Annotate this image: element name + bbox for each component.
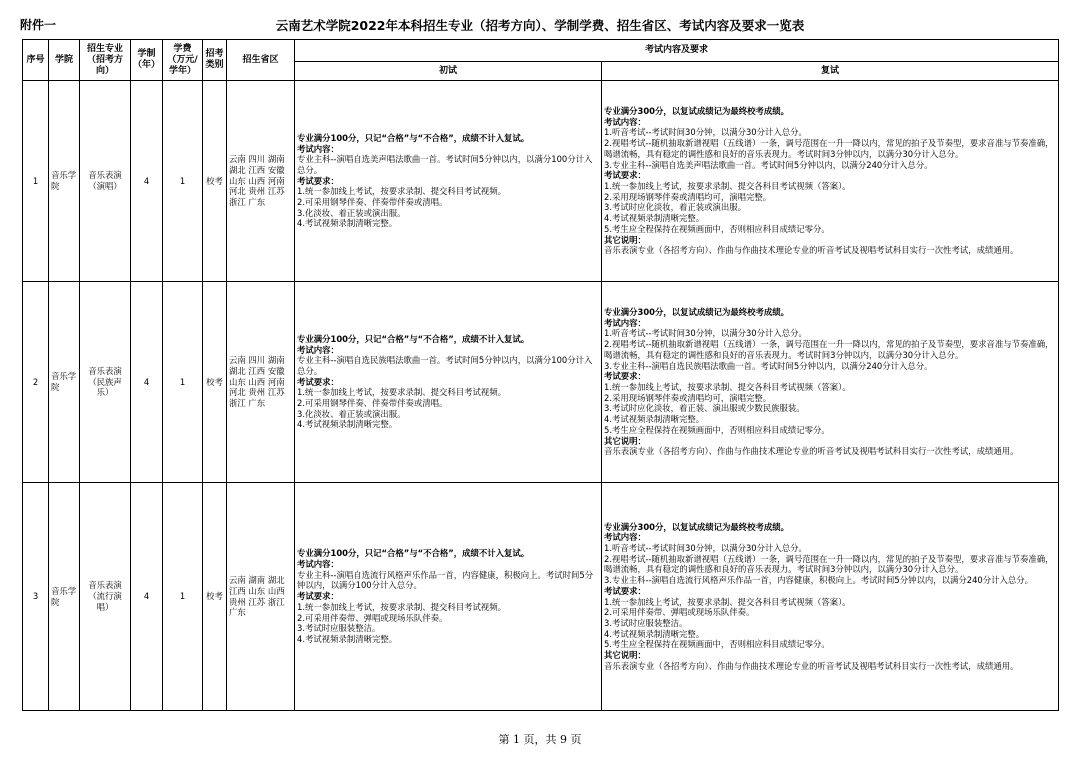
attachment-label: 附件一: [20, 18, 57, 32]
prelim-content: 专业主科--演唱自选民族唱法歌曲一首。考试时间5分钟以内，以满分100分计入总分。: [297, 355, 593, 376]
col-header-provinces: 招生省区: [227, 40, 295, 81]
retest-content-label: 考试内容：: [604, 532, 646, 543]
col-header-index: 序号: [23, 40, 49, 81]
col-header-exam: 考试内容及要求: [295, 40, 1059, 62]
row-prelim: [295, 483, 602, 711]
row-index: 2: [23, 282, 49, 483]
prelim-req: 3.化淡妆、着正装或演出服。: [297, 207, 406, 218]
row-years: 4: [131, 282, 163, 483]
retest-content-item: 3.专业主科--演唱自选流行风格声乐作品一首，内容健康，积极向上。考试时间5分钟以内，以满分240分计入总分。: [604, 575, 1033, 586]
prelim-content: 专业主科--演唱自选美声唱法歌曲一首。考试时间5分钟以内，以满分100分计入总分。: [297, 154, 593, 175]
retest-content-item: 2.视唱考试--随机抽取新谱视唱（五线谱）一条，调号范围在一升一降以内，常见的拍子及节奏型，要求音准与节奏准确，喝谱流畅，具有稳定的调性感和良好的音乐表现力。考试时间3分钟以内，以满分30分计入总分。: [604, 339, 1054, 360]
prelim-content-label: 考试内容：: [297, 143, 339, 154]
retest-req: 4.考试视频录制清晰完整。: [604, 628, 705, 639]
retest-summary: 专业满分300分，以复试成绩记为最终校考成绩。: [604, 307, 789, 318]
prelim-summary: 专业满分100分，只记“合格”与“不合格”，成绩不计入复试。: [297, 333, 530, 344]
col-header-years: 学制（年）: [131, 40, 163, 81]
retest-note: 音乐表演专业（各招考方向）、作曲与作曲技术理论专业的听音考试及视唱考试科目实行一次性考试，成绩通用。: [604, 660, 1019, 671]
retest-req: 2.可采用伴奏带、弹唱或现场乐队伴奏。: [604, 607, 755, 618]
retest-note-label: 其它说明：: [604, 650, 646, 661]
row-provinces: 云南 四川 湖南 湖北 江西 安徽 山东 山西 河南 河北 贵州 江苏 浙江 广东: [227, 81, 295, 282]
retest-content-label: 考试内容：: [604, 116, 646, 127]
prelim-req-label: 考试要求：: [297, 376, 339, 387]
header-row: [23, 40, 1059, 62]
retest-content-item: 2.视唱考试--随机抽取新谱视唱（五线谱）一条，调号范围在一升一降以内，常见的拍子及节奏型，要求音准与节奏准确，喝谱流畅，具有稳定的调性感和良好的音乐表现力。考试时间3分钟以内，以满分30分计入总分。: [604, 138, 1054, 159]
retest-req: 3.考试时应化淡妆，着正装、演出服或少数民族服装。: [604, 403, 805, 414]
row-school: 音乐学院: [49, 81, 80, 282]
retest-req: 2.采用现场钢琴伴奏或清唱均可，演唱完整。: [604, 191, 772, 202]
retest-req: 4.考试视频录制清晰完整。: [604, 414, 705, 425]
retest-req: 4.考试视频录制清晰完整。: [604, 213, 705, 224]
retest-content-item: 3.专业主科--演唱自选民族唱法歌曲一首。考试时间5分钟以内，以满分240分计入总分。: [604, 360, 933, 371]
retest-content-item: 1.听音考试--考试时间30分钟，以满分30分计入总分。: [604, 542, 807, 553]
retest-req: 5.考生应全程保持在视频画面中，否则相应科目成绩记零分。: [604, 639, 830, 650]
prelim-summary: 专业满分100分，只记“合格”与“不合格”，成绩不计入复试。: [297, 548, 530, 559]
retest-req: 2.采用现场钢琴伴奏或清唱均可，演唱完整。: [604, 392, 772, 403]
retest-note: 音乐表演专业（各招考方向）、作曲与作曲技术理论专业的听音考试及视唱考试科目实行一次性考试，成绩通用。: [604, 446, 1019, 457]
row-provinces: 云南 湖南 湖北 江西 山东 山西 贵州 江苏 浙江 广东: [227, 483, 295, 711]
prelim-content-label: 考试内容：: [297, 344, 339, 355]
page-number: 第 1 页，共 9 页: [498, 733, 582, 746]
row-index: 1: [23, 81, 49, 282]
table-body: [23, 81, 1059, 711]
col-header-major: 招生专业（招考方向）: [80, 40, 131, 81]
retest-req: 3.考试时应服装整洁。: [604, 617, 688, 628]
retest-content-label: 考试内容：: [604, 317, 646, 328]
table-row: [23, 81, 1059, 282]
col-header-school: 学院: [49, 40, 80, 81]
retest-req: 5.考生应全程保持在视频画面中，否则相应科目成绩记零分。: [604, 424, 830, 435]
row-fee: 1: [163, 81, 203, 282]
col-header-prelim: 初试: [295, 62, 602, 81]
col-header-retest: 复试: [602, 62, 1059, 81]
prelim-req: 1.统一参加线上考试，按要求录制、提交科目考试视频。: [297, 387, 506, 398]
row-retest: [602, 81, 1059, 282]
retest-note: 音乐表演专业（各招考方向）、作曲与作曲技术理论专业的听音考试及视唱考试科目实行一次性考试，成绩通用。: [604, 245, 1019, 256]
row-school: 音乐学院: [49, 282, 80, 483]
retest-req: 3.考试时应化淡妆，着正装或演出服。: [604, 202, 746, 213]
table-row: [23, 282, 1059, 483]
retest-req-label: 考试要求：: [604, 585, 646, 596]
row-major: 音乐表演（演唱）: [80, 81, 131, 282]
retest-note-label: 其它说明：: [604, 435, 646, 446]
prelim-req: 4.考试视频录制清晰完整。: [297, 633, 398, 644]
prelim-req: 2.可采用钢琴伴奏、伴奏带伴奏或清唱。: [297, 398, 448, 409]
retest-content-item: 2.视唱考试--随机抽取新谱视唱（五线谱）一条，调号范围在一升一降以内，常见的拍子及节奏型，要求音准与节奏准确，喝谱流畅，具有稳定的调性感和良好的音乐表现力。考试时间3分钟以内，以满分30分计入总分。: [604, 553, 1054, 575]
retest-summary: 专业满分300分，以复试成绩记为最终校考成绩。: [604, 521, 789, 532]
prelim-req: 1.统一参加线上考试，按要求录制、提交科目考试视频。: [297, 186, 506, 197]
prelim-req-label: 考试要求：: [297, 591, 339, 602]
prelim-req: 4.考试视频录制清晰完整。: [297, 218, 398, 229]
prelim-summary: 专业满分100分，只记“合格”与“不合格”，成绩不计入复试。: [297, 132, 530, 143]
prelim-content-label: 考试内容：: [297, 559, 339, 570]
row-school: 音乐学院: [49, 483, 80, 711]
row-years: 4: [131, 483, 163, 711]
row-major: 音乐表演（流行演唱）: [80, 483, 131, 711]
prelim-req: 3.考试时应服装整洁。: [297, 623, 381, 634]
row-category: 校考: [203, 81, 227, 282]
prelim-req: 2.可采用伴奏带、弹唱或现场乐队伴奏。: [297, 612, 448, 623]
prelim-req: 4.考试视频录制清晰完整。: [297, 419, 398, 430]
retest-content-item: 1.听音考试--考试时间30分钟，以满分30分计入总分。: [604, 328, 807, 339]
row-major: 音乐表演（民族声乐）: [80, 282, 131, 483]
retest-req-label: 考试要求：: [604, 170, 646, 181]
row-category: 校考: [203, 282, 227, 483]
retest-summary: 专业满分300分，以复试成绩记为最终校考成绩。: [604, 106, 789, 117]
prelim-req: 2.可采用钢琴伴奏、伴奏带伴奏或清唱。: [297, 197, 448, 208]
retest-req-label: 考试要求：: [604, 371, 646, 382]
prelim-req-label: 考试要求：: [297, 175, 339, 186]
col-header-category: 招考类别: [203, 40, 227, 81]
retest-content-item: 3.专业主科--演唱自选美声唱法歌曲一首。考试时间5分钟以内，以满分240分计入总分。: [604, 159, 933, 170]
row-fee: 1: [163, 282, 203, 483]
row-prelim: [295, 282, 602, 483]
table-row: [23, 483, 1059, 711]
retest-req: 1.统一参加线上考试，按要求录制、提交各科目考试视频（答案）。: [604, 382, 851, 392]
row-category: 校考: [203, 483, 227, 711]
admissions-table: [22, 39, 1059, 711]
retest-note-label: 其它说明：: [604, 234, 646, 245]
row-prelim: [295, 81, 602, 282]
page-title: 云南艺术学院2022年本科招生专业（招考方向）、学制学费、招生省区、考试内容及要求一览表: [275, 18, 805, 33]
row-fee: 1: [163, 483, 203, 711]
prelim-req: 3.化淡妆、着正装或演出服。: [297, 408, 406, 419]
row-retest: [602, 282, 1059, 483]
retest-req: 5.考生应全程保持在视频画面中，否则相应科目成绩记零分。: [604, 223, 830, 234]
retest-req: 1.统一参加线上考试，按要求录制、提交各科目考试视频（答案）。: [604, 596, 851, 607]
row-retest: [602, 483, 1059, 711]
retest-content-item: 1.听音考试--考试时间30分钟，以满分30分计入总分。: [604, 127, 807, 138]
prelim-req: 1.统一参加线上考试，按要求录制、提交科目考试视频。: [297, 601, 506, 612]
row-provinces: 云南 四川 湖南 湖北 江西 安徽 山东 山西 河南 河北 贵州 江苏 浙江 广东: [227, 282, 295, 483]
row-years: 4: [131, 81, 163, 282]
row-index: 3: [23, 483, 49, 711]
prelim-content: 专业主科--演唱自选流行风格声乐作品一首，内容健康，积极向上。考试时间5分钟以内，以满分100分计入总分。: [297, 569, 594, 591]
col-header-fee: 学费（万元/学年）: [163, 40, 203, 81]
retest-req: 1.统一参加线上考试，按要求录制、提交各科目考试视频（答案）。: [604, 181, 851, 191]
